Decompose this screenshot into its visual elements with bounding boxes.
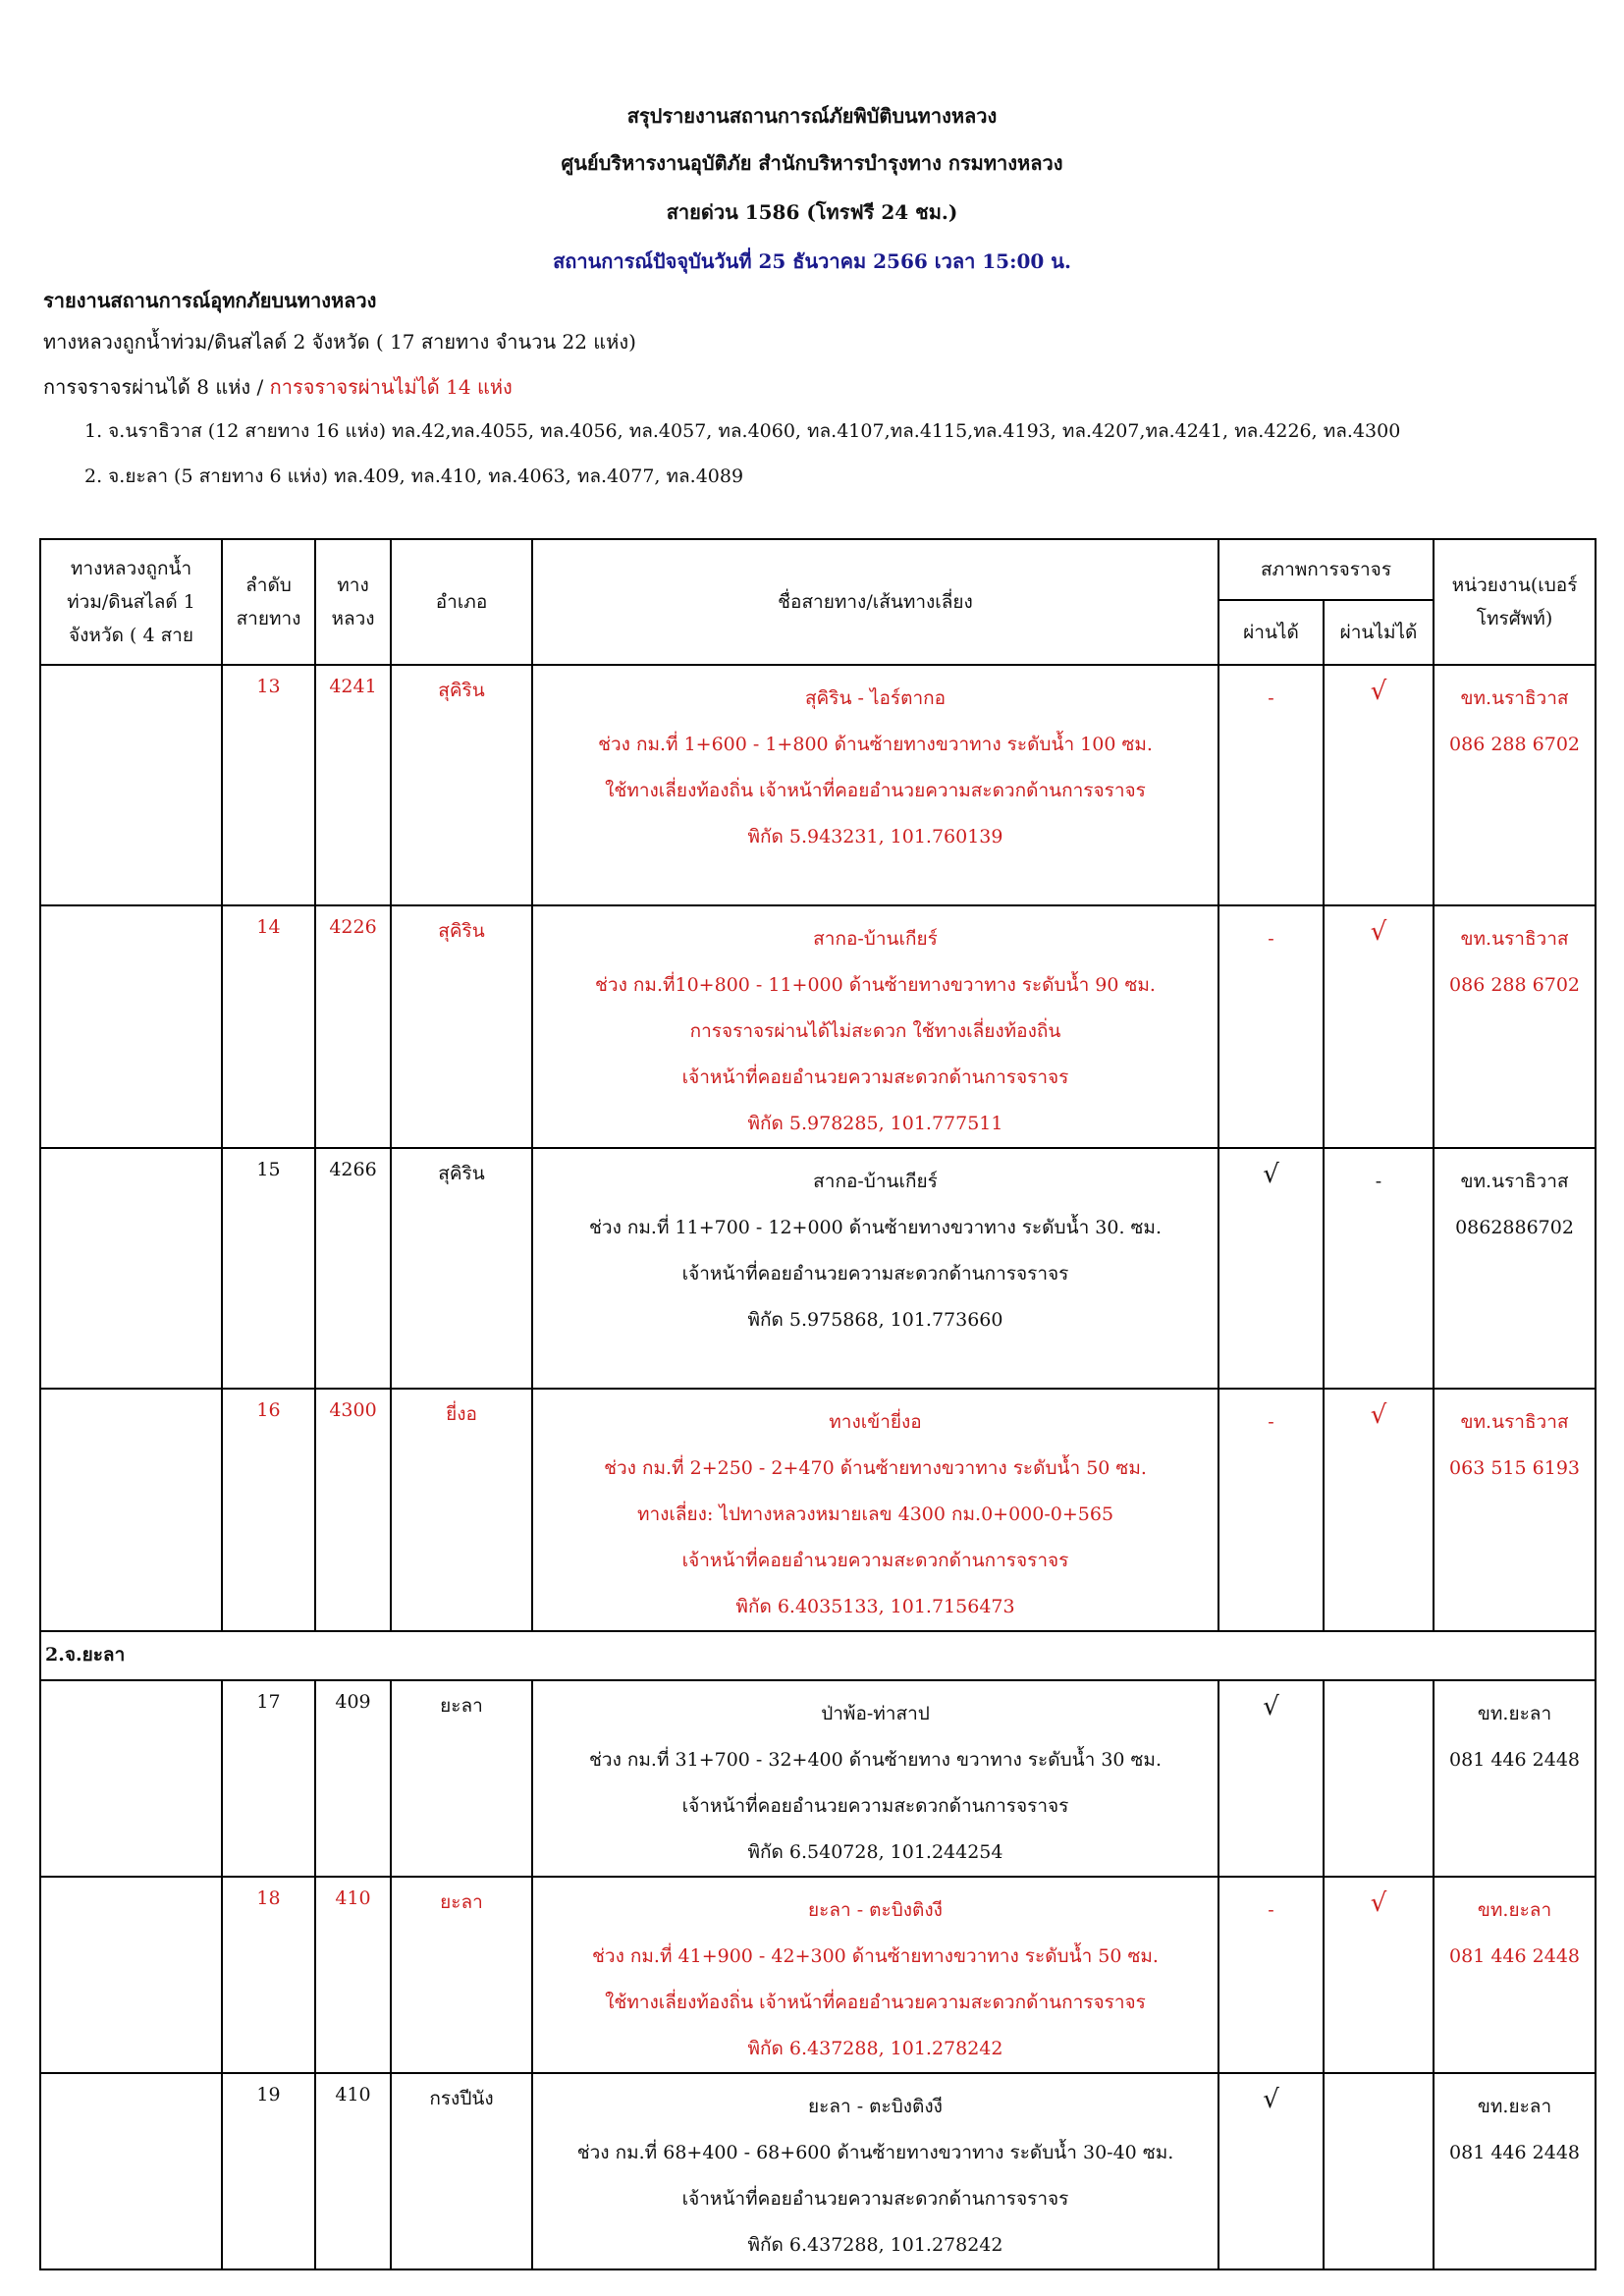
- route-detail-line: การจราจรผ่านได้ไม่สะดวก ใช้ทางเลี่ยงท้องถิ่น: [689, 1020, 1061, 1042]
- district-cell: สุคิริน: [391, 665, 532, 905]
- route-detail-line: ช่วง กม.ที่ 11+700 - 12+000 ด้านซ้ายทางขวาทาง ระดับน้ำ 30. ซม.: [589, 1217, 1162, 1238]
- route-detail-line: ใช้ทางเลี่ยงท้องถิ่น เจ้าหน้าที่คอยอำนวยความสะดวกด้านการจราจร: [605, 1992, 1146, 2013]
- district-cell: ยะลา: [391, 1680, 532, 1877]
- table-row: [40, 1389, 1596, 1631]
- header-no-pass: ผ่านไม่ได้: [1324, 600, 1434, 665]
- highway-cell: 410: [315, 2073, 391, 2269]
- route-detail-line: เจ้าหน้าที่คอยอำนวยความสะดวกด้านการจราจร: [681, 1263, 1069, 1285]
- route-description: [532, 905, 1218, 1148]
- section-yala: 2.จ.ยะลา: [40, 1631, 1596, 1680]
- route-description: [532, 2073, 1218, 2269]
- unit-name: ขท.ยะลา: [1477, 1703, 1552, 1724]
- table-row: [40, 2073, 1596, 2269]
- route-detail-line: พิกัด 6.4035133, 101.7156473: [735, 1596, 1015, 1617]
- route-detail-line: พิกัด 6.437288, 101.278242: [747, 2038, 1003, 2059]
- affected-cell: [40, 1389, 222, 1631]
- route-detail-line: เจ้าหน้าที่คอยอำนวยความสะดวกด้านการจราจร: [681, 1066, 1069, 1088]
- route-detail-line: ช่วง กม.ที่ 1+600 - 1+800 ด้านซ้ายทางขวาทาง ระดับน้ำ 100 ซม.: [598, 734, 1153, 755]
- route-detail-line: พิกัด 5.978285, 101.777511: [747, 1113, 1003, 1134]
- traffic-summary: [43, 371, 513, 403]
- highway-cell: 409: [315, 1680, 391, 1877]
- route-detail-line: ช่วง กม.ที่ 41+900 - 42+300 ด้านซ้ายทางขวาทาง ระดับน้ำ 50 ซม.: [592, 1945, 1159, 1967]
- sequence-cell: 18: [222, 1877, 315, 2073]
- unit-phone: 086 288 6702: [1449, 974, 1580, 996]
- route-detail-line: พิกัด 6.540728, 101.244254: [747, 1841, 1003, 1863]
- passable-count: การจราจรผ่านได้ 8 แห่ง /: [43, 375, 270, 399]
- highway-cell: 4226: [315, 905, 391, 1148]
- pass-status: -: [1218, 1877, 1324, 2073]
- highway-cell: 410: [315, 1877, 391, 2073]
- table-row: [40, 1877, 1596, 2073]
- route-description: [532, 1148, 1218, 1389]
- header-highway: ทาง หลวง: [315, 539, 391, 665]
- route-detail-line: ช่วง กม.ที่ 2+250 - 2+470 ด้านซ้ายทางขวาทาง ระดับน้ำ 50 ซม.: [604, 1457, 1147, 1479]
- affected-cell: [40, 1148, 222, 1389]
- district-cell: ยะลา: [391, 1877, 532, 2073]
- unit-cell: [1434, 905, 1596, 1148]
- no-pass-status: [1324, 1680, 1434, 1877]
- pass-status: -: [1218, 905, 1324, 1148]
- header-unit: หน่วยงาน(เบอร์ โทรศัพท์): [1434, 539, 1596, 665]
- unit-name: ขท.นราธิวาส: [1460, 1171, 1569, 1192]
- highway-cell: 4241: [315, 665, 391, 905]
- no-pass-status: √: [1324, 665, 1434, 905]
- affected-cell: [40, 665, 222, 905]
- situation-timestamp: สถานการณ์ปัจจุบันวันที่ 25 ธันวาคม 2566 เวลา 15:00 น.: [553, 249, 1071, 273]
- unit-name: ขท.นราธิวาส: [1460, 1411, 1569, 1433]
- report-heading: รายงานสถานการณ์อุทกภัยบนทางหลวง: [43, 289, 377, 312]
- table-row: [40, 905, 1596, 1148]
- route-description: [532, 1389, 1218, 1631]
- summary-line: ทางหลวงถูกน้ำท่วม/ดินสไลด์ 2 จังหวัด ( 17 สายทาง จำนวน 22 แห่ง): [43, 330, 636, 354]
- unit-cell: [1434, 1389, 1596, 1631]
- header-district: อำเภอ: [391, 539, 532, 665]
- route-detail-line: ใช้ทางเลี่ยงท้องถิ่น เจ้าหน้าที่คอยอำนวยความสะดวกด้านการจราจร: [605, 780, 1146, 801]
- unit-cell: [1434, 665, 1596, 905]
- unit-phone: 063 515 6193: [1449, 1457, 1580, 1479]
- sequence-cell: 19: [222, 2073, 315, 2269]
- route-name: ทางเข้ายี่งอ: [829, 1411, 922, 1433]
- unit-name: ขท.นราธิวาส: [1460, 928, 1569, 950]
- route-detail-line: ช่วง กม.ที่10+800 - 11+000 ด้านซ้ายทางขวาทาง ระดับน้ำ 90 ซม.: [595, 974, 1156, 996]
- no-pass-status: √: [1324, 1389, 1434, 1631]
- pass-status: √: [1218, 1148, 1324, 1389]
- unit-phone: 081 446 2448: [1449, 1945, 1580, 1967]
- route-detail-line: พิกัด 5.943231, 101.760139: [747, 826, 1003, 847]
- pass-status: -: [1218, 1389, 1324, 1631]
- route-name: สากอ-บ้านเกียร์: [813, 1171, 938, 1192]
- no-pass-status: √: [1324, 1877, 1434, 2073]
- unit-name: ขท.นราธิวาส: [1460, 687, 1569, 709]
- table-row: [40, 1148, 1596, 1389]
- unit-cell: [1434, 2073, 1596, 2269]
- highway-cell: 4266: [315, 1148, 391, 1389]
- affected-cell: [40, 905, 222, 1148]
- district-cell: สุคิริน: [391, 905, 532, 1148]
- route-detail-line: เจ้าหน้าที่คอยอำนวยความสะดวกด้านการจราจร: [681, 2188, 1069, 2210]
- unit-cell: [1434, 1680, 1596, 1877]
- district-cell: สุคิริน: [391, 1148, 532, 1389]
- route-description: [532, 1680, 1218, 1877]
- route-detail-line: เจ้าหน้าที่คอยอำนวยความสะดวกด้านการจราจร: [681, 1795, 1069, 1817]
- route-detail-line: เจ้าหน้าที่คอยอำนวยความสะดวกด้านการจราจร: [681, 1550, 1069, 1571]
- table-row: [40, 665, 1596, 905]
- affected-cell: [40, 2073, 222, 2269]
- sequence-cell: 14: [222, 905, 315, 1148]
- pass-status: √: [1218, 2073, 1324, 2269]
- no-pass-status: -: [1324, 1148, 1434, 1389]
- header-route: ชื่อสายทาง/เส้นทางเลี่ยง: [532, 539, 1218, 665]
- province-1-line: 1. จ.นราธิวาส (12 สายทาง 16 แห่ง) ทล.42,ทล.4055, ทล.4056, ทล.4057, ทล.4060, ทล.4107,ทล.4115,ทล.4193, ทล.4207,ทล.4241, ทล.4226, ทล.4300: [84, 420, 1401, 442]
- unit-cell: [1434, 1148, 1596, 1389]
- route-name: ยะลา - ตะบิงติงงี: [808, 1899, 943, 1921]
- table-row: [40, 1680, 1596, 1877]
- route-detail-line: ช่วง กม.ที่ 68+400 - 68+600 ด้านซ้ายทางขวาทาง ระดับน้ำ 30-40 ซม.: [576, 2142, 1174, 2163]
- route-detail-line: ช่วง กม.ที่ 31+700 - 32+400 ด้านซ้ายทาง ขวาทาง ระดับน้ำ 30 ซม.: [589, 1749, 1162, 1771]
- report-subtitle: ศูนย์บริหารงานอุบัติภัย สำนักบริหารบำรุงทาง กรมทางหลวง: [561, 151, 1063, 175]
- unit-name: ขท.ยะลา: [1477, 2096, 1552, 2117]
- district-cell: กรงปีนัง: [391, 2073, 532, 2269]
- sequence-cell: 17: [222, 1680, 315, 1877]
- pass-status: -: [1218, 665, 1324, 905]
- header-sequence: ลำดับ สายทาง: [222, 539, 315, 665]
- no-pass-status: √: [1324, 905, 1434, 1148]
- sequence-cell: 15: [222, 1148, 315, 1389]
- unit-phone: 081 446 2448: [1449, 2142, 1580, 2163]
- affected-cell: [40, 1680, 222, 1877]
- header-affected-roads: ทางหลวงถูกน้ำ ท่วม/ดินสไลด์ 1 จังหวัด ( 4 สาย: [40, 539, 222, 665]
- route-name: ป่าพ้อ-ท่าสาป: [821, 1703, 930, 1724]
- route-description: [532, 1877, 1218, 2073]
- impassable-count: การจราจรผ่านไม่ได้ 14 แห่ง: [269, 375, 513, 399]
- hotline: สายด่วน 1586 (โทรฟรี 24 ชม.): [666, 200, 958, 224]
- unit-cell: [1434, 1877, 1596, 2073]
- unit-phone: 0862886702: [1455, 1217, 1574, 1238]
- report-title: สรุปรายงานสถานการณ์ภัยพิบัติบนทางหลวง: [626, 104, 998, 128]
- no-pass-status: [1324, 2073, 1434, 2269]
- sequence-cell: 16: [222, 1389, 315, 1631]
- route-name: ยะลา - ตะบิงติงงี: [808, 2096, 943, 2117]
- route-description: [532, 665, 1218, 905]
- unit-phone: 081 446 2448: [1449, 1749, 1580, 1771]
- highway-status-table: [39, 538, 1597, 2270]
- unit-name: ขท.ยะลา: [1477, 1899, 1552, 1921]
- header-pass: ผ่านได้: [1218, 600, 1324, 665]
- affected-cell: [40, 1877, 222, 2073]
- province-2-line: 2. จ.ยะลา (5 สายทาง 6 แห่ง) ทล.409, ทล.410, ทล.4063, ทล.4077, ทล.4089: [84, 465, 744, 487]
- route-detail-line: พิกัด 5.975868, 101.773660: [747, 1309, 1003, 1331]
- pass-status: √: [1218, 1680, 1324, 1877]
- highway-cell: 4300: [315, 1389, 391, 1631]
- unit-phone: 086 288 6702: [1449, 734, 1580, 755]
- route-name: สากอ-บ้านเกียร์: [813, 928, 938, 950]
- route-name: สุคิริน - ไอร์ตากอ: [804, 687, 947, 709]
- district-cell: ยี่งอ: [391, 1389, 532, 1631]
- route-detail-line: พิกัด 6.437288, 101.278242: [747, 2234, 1003, 2256]
- route-detail-line: ทางเลี่ยง: ไปทางหลวงหมายเลข 4300 กม.0+000-0+565: [636, 1503, 1114, 1525]
- header-traffic-status: สภาพการจราจร: [1218, 539, 1434, 600]
- sequence-cell: 13: [222, 665, 315, 905]
